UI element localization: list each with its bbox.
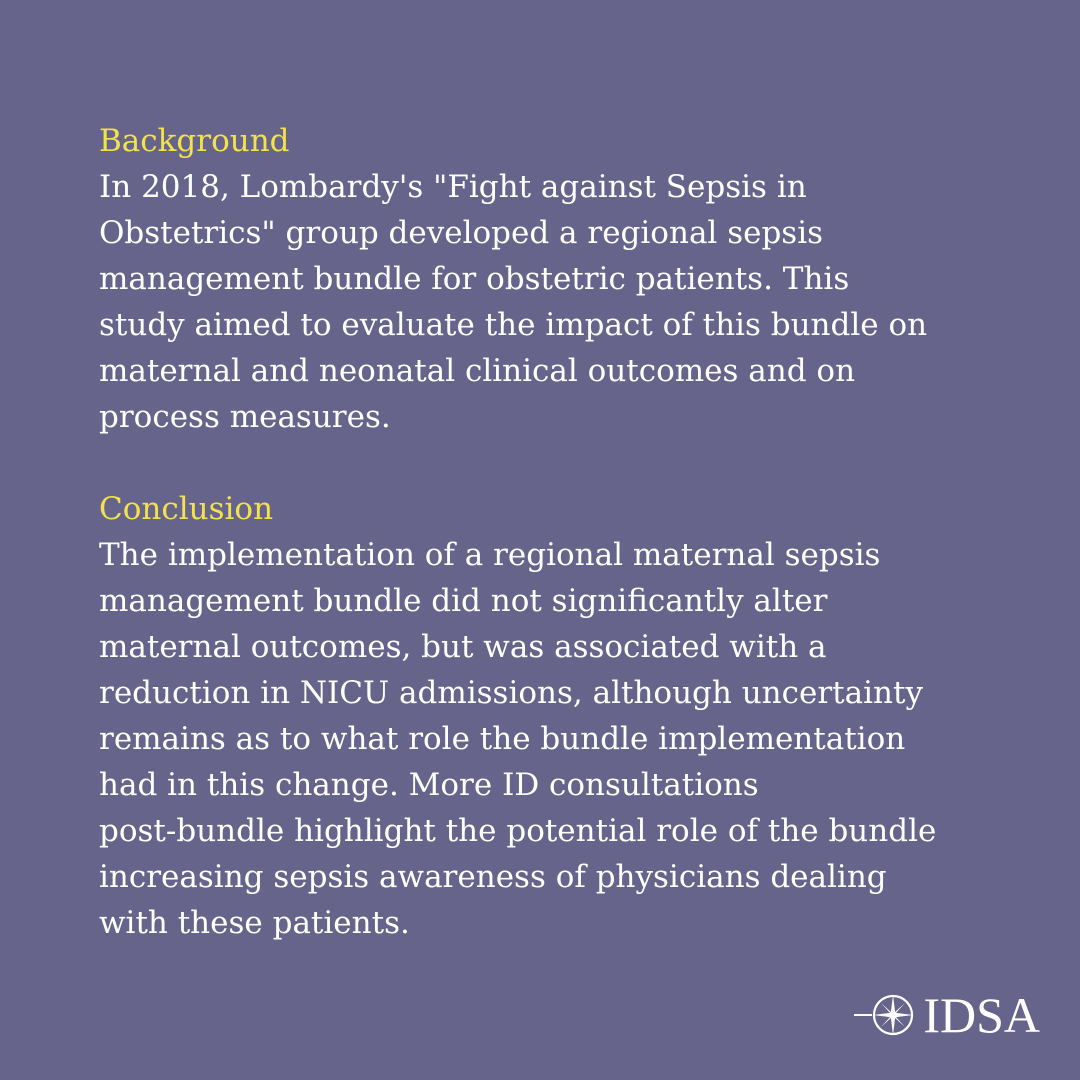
conclusion-line: reduction in NICU admissions, although uncertainty <box>99 675 923 711</box>
conclusion-line: post-bundle highlight the potential role of the bundle <box>99 813 937 849</box>
background-line: process measures. <box>99 399 391 435</box>
star-compass-icon <box>854 990 920 1040</box>
background-line: maternal and neonatal clinical outcomes and on <box>99 353 856 389</box>
conclusion-section <box>99 486 999 946</box>
conclusion-line: management bundle did not significantly alter <box>99 583 828 619</box>
conclusion-line: with these patients. <box>99 905 410 941</box>
background-section <box>99 118 999 440</box>
logo-text: IDSA <box>923 987 1040 1043</box>
abstract-content <box>99 118 999 946</box>
conclusion-line: The implementation of a regional maternal sepsis <box>99 537 881 573</box>
background-line: study aimed to evaluate the impact of this bundle on <box>99 307 928 343</box>
background-text <box>99 164 999 440</box>
conclusion-heading: Conclusion <box>99 491 274 527</box>
background-line: In 2018, Lombardy's "Fight against Sepsis in <box>99 169 807 205</box>
conclusion-line: had in this change. More ID consultations <box>99 767 759 803</box>
background-line: management bundle for obstetric patients. This <box>99 261 850 297</box>
section-spacer <box>99 440 999 486</box>
idsa-logo <box>854 987 1040 1043</box>
conclusion-line: maternal outcomes, but was associated with a <box>99 629 827 665</box>
conclusion-line: increasing sepsis awareness of physicians dealing <box>99 859 887 895</box>
background-heading: Background <box>99 123 290 159</box>
conclusion-text <box>99 532 999 946</box>
conclusion-line: remains as to what role the bundle implementation <box>99 721 906 757</box>
background-line: Obstetrics" group developed a regional sepsis <box>99 215 824 251</box>
